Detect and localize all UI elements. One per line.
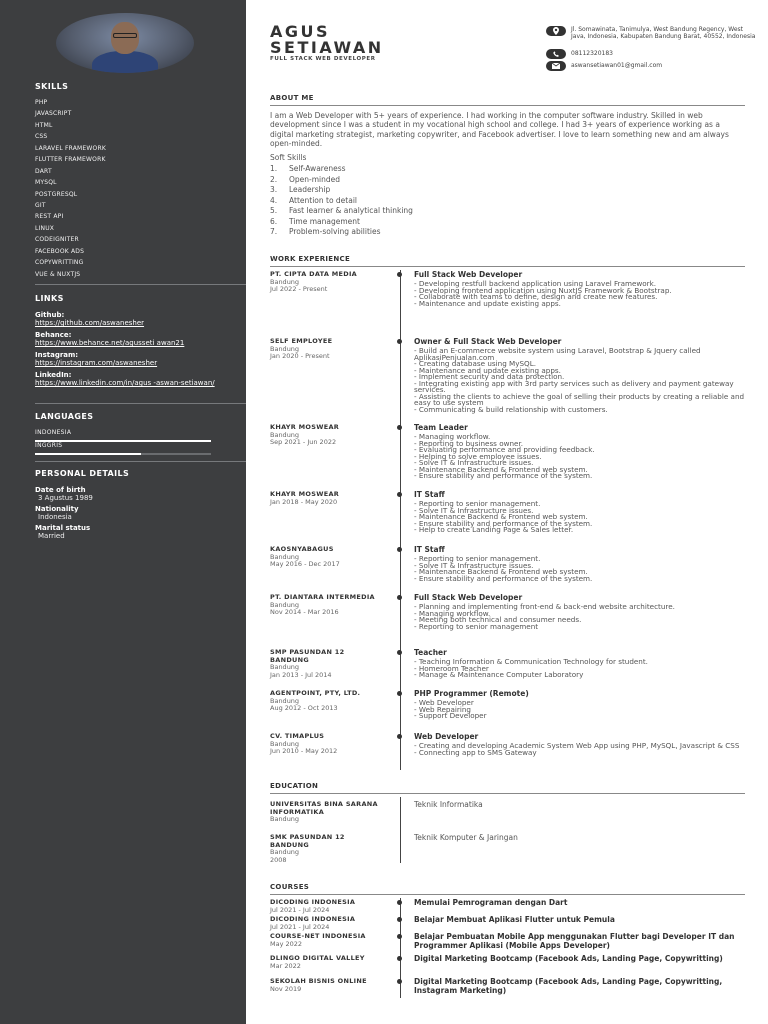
skills-list: [35, 97, 106, 280]
task-item: - Assisting the clients to achieve the goal of selling their products by creating a reliable and easy to use system: [414, 391, 745, 407]
phone-text[interactable]: 08112320183: [571, 50, 613, 57]
personal-details-title: PERSONAL DETAILS: [35, 469, 130, 478]
links-title: LINKS: [35, 294, 64, 303]
job-role: IT Staff: [414, 545, 445, 554]
task-item: - Managing workflow.: [414, 432, 491, 441]
timeline-dot: [397, 934, 402, 939]
job-location: Bandung: [270, 430, 300, 439]
divider: [270, 793, 745, 794]
job-role: Full Stack Web Developer: [414, 270, 523, 279]
skills-title: SKILLS: [35, 82, 69, 91]
work-experience-title: WORK EXPERIENCE: [270, 255, 351, 263]
task-item: - Maintenance Backend & Frontend web system.: [414, 464, 588, 474]
company-name: AGENTPOINT, PTY, LTD.: [270, 689, 361, 697]
link-label-linkedin: LinkedIn:: [35, 371, 72, 379]
course-provider: DICODING INDONESIA: [270, 898, 356, 906]
skill-item: POSTGRESQL: [35, 190, 78, 198]
detail-value: Indonesia: [38, 513, 72, 521]
personal-detail: [35, 486, 215, 502]
task-item: - Maintenance and update existing apps.: [414, 365, 561, 375]
course-date: May 2022: [270, 939, 303, 948]
school-name: SMK PASUNDAN 12 BANDUNG: [270, 833, 345, 849]
course-provider: SEKOLAH BISNIS ONLINE: [270, 977, 367, 985]
soft-skill-item: 7. Problem-solving abilities: [270, 227, 381, 236]
timeline-dot: [397, 979, 402, 984]
job-date: Sep 2021 - Jun 2022: [270, 438, 337, 446]
timeline-dot: [397, 734, 402, 739]
skill-item: COPYWRITTING: [35, 259, 84, 267]
education-title: EDUCATION: [270, 782, 319, 790]
soft-skill-item: 6. Time management: [270, 216, 360, 226]
job-location: Bandung: [270, 277, 300, 286]
location-icon: [546, 26, 566, 36]
timeline-dot: [397, 272, 402, 277]
task-item: - Reporting to business owner.: [414, 438, 524, 448]
task-item: - Support Developer: [414, 711, 487, 720]
link-label-github: Github:: [35, 311, 65, 319]
job-role: PHP Programmer (Remote): [414, 689, 529, 698]
task-item: - Maintenance Backend & Frontend web system.: [414, 567, 588, 576]
soft-skills-list: [270, 164, 413, 238]
job-date: Nov 2014 - Mar 2016: [270, 608, 339, 616]
links-section: [35, 311, 215, 391]
task-item: - Developing frontend application using NuxtJS Framework & Bootstrap.: [414, 285, 672, 295]
task-item: - Planning and implementing front-end & back-end website architecture.: [414, 602, 675, 611]
skill-item: DART: [35, 167, 52, 175]
task-item: - Evaluating performance and providing feedback.: [414, 445, 595, 454]
sidebar: [0, 0, 246, 1024]
language-name: INGGRIS: [35, 442, 63, 449]
behance-link[interactable]: https://www.behance.net/agusseti awan21: [35, 339, 185, 347]
job-location: Bandung: [270, 552, 300, 561]
skill-item: LINUX: [35, 224, 55, 232]
timeline-dot: [397, 956, 402, 961]
language-item: [35, 442, 211, 455]
job-date: Jan 2020 - Present: [270, 352, 330, 360]
company-name: KAOSNYABAGUS: [270, 545, 334, 553]
company-name: KHAYR MOSWEAR: [270, 423, 340, 431]
job-role: Team Leader: [414, 423, 468, 432]
soft-skill-item: 3. Leadership: [270, 185, 331, 194]
job-location: Bandung: [270, 600, 300, 609]
timeline-dot: [397, 900, 402, 905]
task-item: - Maintenance Backend & Frontend web system.: [414, 512, 588, 521]
divider: [35, 461, 246, 462]
phone-row: [546, 49, 756, 59]
course-date: Mar 2022: [270, 961, 301, 970]
timeline-line: [400, 797, 401, 863]
task-item: - Implement security and data protection.: [414, 372, 565, 381]
soft-skills-title: Soft Skills: [270, 153, 307, 162]
task-item: - Web Repairing: [414, 704, 471, 714]
profile-photo: [56, 13, 194, 73]
email-text[interactable]: aswansetiawan01@gmail.com: [571, 62, 663, 69]
company-name: PT. DIANTARA INTERMEDIA: [270, 593, 375, 601]
task-item: - Developing restfull backend application using Laravel Framework.: [414, 279, 657, 288]
task-item: - Reporting to senior management.: [414, 499, 541, 508]
skill-item: LARAVEL FRAMEWORK: [35, 144, 106, 152]
company-name: SELF EMPLOYEE: [270, 337, 333, 345]
language-name: INDONESIA: [35, 429, 72, 436]
detail-label: Marital status: [35, 524, 91, 532]
courses-title: COURSES: [270, 883, 310, 891]
timeline-dot: [397, 492, 402, 497]
company-name: PT. CIPTA DATA MEDIA: [270, 270, 358, 278]
divider: [35, 403, 246, 404]
task-item: - Manage & Maintenance Computer Laboratory: [414, 670, 584, 679]
task-item: - Ensure stability and performance of the system.: [414, 471, 593, 480]
personal-detail: [35, 524, 215, 540]
skill-item: CSS: [35, 133, 48, 141]
email-icon: [546, 61, 566, 71]
skill-item: VUE & NUXTJS: [35, 270, 81, 278]
task-item: - Connecting app to SMS Gateway: [414, 747, 537, 757]
about-text: I am a Web Developer with 5+ years of experience. I had working in the computer software industry. Skilled in web development since I was a student in my vocational high school and college. I had 3+ years of experience working as a digital marketing strategist, marketing copywriter, and Facebook advertiser. I love to learn something new and am always open-minded.: [270, 111, 729, 148]
job-date: Jan 2013 - Jul 2014: [270, 670, 332, 679]
task-item: - Help to create Landing Page & Sales letter.: [414, 525, 574, 534]
email-row: [546, 61, 756, 71]
job-role: Teacher: [414, 648, 447, 657]
major: Teknik Komputer & Jaringan: [414, 833, 518, 842]
skill-item: REST API: [35, 213, 64, 221]
detail-label: Nationality: [35, 505, 79, 513]
address-row: [546, 26, 756, 40]
skill-item: CODEIGNITER: [35, 236, 79, 244]
course-name: Belajar Membuat Aplikasi Flutter untuk Pemula: [414, 915, 615, 924]
task-item: - Solve IT & Infrastructure issues.: [414, 560, 534, 570]
course-date: Jul 2021 - Jul 2024: [270, 905, 330, 914]
graduation-year: 2008: [270, 855, 287, 864]
job-date: Jul 2022 - Present: [270, 285, 328, 293]
languages-title: LANGUAGES: [35, 412, 94, 421]
task-item: - Ensure stability and performance of the system.: [414, 573, 593, 583]
school-name: UNIVERSITAS BINA SARANA INFORMATIKA: [270, 800, 378, 816]
detail-value: Married: [38, 532, 65, 540]
github-link[interactable]: https://github.com/aswanesher: [35, 319, 145, 327]
timeline-dot: [397, 650, 402, 655]
course-name: Memulai Pemrograman dengan Dart: [414, 898, 568, 907]
task-item: - Creating and developing Academic System Web App using PHP, MySQL, Javascript & CSS: [414, 741, 740, 750]
full-name: [270, 24, 384, 56]
divider: [270, 894, 745, 895]
task-item: - Managing workflow.: [414, 608, 491, 618]
language-level-bar: [35, 453, 211, 455]
detail-value: 3 Agustus 1989: [38, 494, 93, 502]
soft-skill-item: 1. Self-Awareness: [270, 164, 346, 173]
company-name: CV. TIMAPLUS: [270, 732, 325, 740]
course-date: Jul 2021 - Jul 2024: [270, 922, 330, 931]
timeline-dot: [397, 339, 402, 344]
language-item: [35, 429, 211, 442]
divider: [270, 105, 745, 106]
task-item: - Maintenance and update existing apps.: [414, 298, 561, 308]
task-item: - Collaborate with teams to define, design and create new features.: [414, 292, 658, 301]
course-name: Belajar Pembuatan Mobile App menggunakan Flutter bagi Developer IT dan Programmer Aplikasi (Mobile Apps Developer): [414, 932, 735, 950]
skill-item: FLUTTER FRAMEWORK: [35, 156, 106, 164]
major: Teknik Informatika: [414, 800, 483, 809]
company-name: SMP PASUNDAN 12 BANDUNG: [270, 648, 345, 664]
course-provider: DLINGO DIGITAL VALLEY: [270, 954, 365, 962]
personal-detail: [35, 505, 215, 521]
detail-label: Date of birth: [35, 486, 86, 494]
job-role: IT Staff: [414, 490, 445, 499]
skill-item: GIT: [35, 201, 46, 209]
skill-item: FACEBOOK ADS: [35, 247, 85, 255]
phone-icon: [546, 49, 566, 59]
task-item: - Build an E-commerce website system using Laravel, Bootstrap & Jquery called AplikasiPenjualan.com: [414, 346, 701, 362]
link-label-behance: Behance:: [35, 331, 72, 339]
task-item: - Communicating & build relationship with customers.: [414, 404, 608, 414]
name-last: SETIAWAN: [270, 38, 384, 57]
school-location: Bandung: [270, 848, 300, 856]
timeline-dot: [397, 691, 402, 696]
task-item: - Homeroom Teacher: [414, 663, 489, 673]
course-name: Digital Marketing Bootcamp (Facebook Ads, Landing Page, Copywritting, Instagram Marketing): [414, 977, 723, 995]
job-location: Bandung: [270, 663, 300, 671]
timeline-dot: [397, 595, 402, 600]
job-role: Full Stack Web Developer: [414, 593, 523, 602]
soft-skill-item: 5. Fast learner & analytical thinking: [270, 206, 413, 215]
task-item: - Reporting to senior management: [414, 621, 539, 631]
job-location: Bandung: [270, 739, 300, 748]
task-item: - Solve IT & Infrastructure issues.: [414, 458, 534, 467]
soft-skill-item: 4. Attention to detail: [270, 195, 357, 205]
course-provider: DICODING INDONESIA: [270, 915, 356, 923]
link-label-instagram: Instagram:: [35, 351, 79, 359]
skill-item: PHP: [35, 99, 48, 106]
task-item: - Integrating existing app with 3rd party services such as delivery and payment gateway services.: [414, 378, 734, 394]
job-role: Web Developer: [414, 732, 479, 741]
school-location: Bandung: [270, 815, 300, 823]
task-item: - Solve IT & Infrastructure issues.: [414, 505, 534, 515]
job-location: Bandung: [270, 696, 300, 705]
task-item: - Creating database using MySQL.: [414, 359, 537, 368]
skill-item: MYSQL: [35, 179, 57, 187]
name-first: AGUS: [270, 22, 331, 41]
linkedin-link[interactable]: https://www.linkedin.com/in/agus -aswan-setiawan/: [35, 379, 215, 387]
job-title: FULL STACK WEB DEVELOPER: [270, 56, 376, 62]
divider: [35, 284, 246, 285]
skill-item: HTML: [35, 121, 53, 129]
soft-skill-item: 2. Open-minded: [270, 174, 341, 184]
divider: [270, 266, 745, 267]
instagram-link[interactable]: https://instagram.com/aswanesher: [35, 359, 158, 367]
address-text: Jl. Somawinata, Tanimulya, West Bandung Regency, West Java, Indonesia, Kabupaten Bandung Barat, 40552, Indonesia: [571, 26, 756, 40]
task-item: - Reporting to senior management.: [414, 554, 541, 563]
skill-item: JAVASCRIPT: [35, 110, 72, 118]
job-date: Aug 2012 - Oct 2013: [270, 704, 338, 712]
task-item: - Web Developer: [414, 698, 474, 707]
task-item: - Helping to solve employee issues.: [414, 451, 542, 461]
course-date: Nov 2019: [270, 984, 302, 993]
course-provider: COURSE-NET INDONESIA: [270, 932, 366, 940]
task-item: - Meeting both technical and consumer needs.: [414, 615, 582, 624]
job-date: Jan 2018 - May 2020: [270, 497, 338, 506]
job-role: Owner & Full Stack Web Developer: [414, 337, 562, 346]
timeline-dot: [397, 917, 402, 922]
course-name: Digital Marketing Bootcamp (Facebook Ads, Landing Page, Copywritting): [414, 954, 723, 963]
job-date: Jun 2010 - May 2012: [270, 747, 338, 755]
company-name: KHAYR MOSWEAR: [270, 490, 340, 498]
task-item: - Ensure stability and performance of the system.: [414, 518, 593, 528]
timeline-dot: [397, 425, 402, 430]
job-location: Bandung: [270, 344, 300, 353]
task-item: - Teaching Information & Communication Technology for student.: [414, 657, 648, 666]
job-date: May 2016 - Dec 2017: [270, 560, 340, 568]
about-title: ABOUT ME: [270, 94, 314, 102]
timeline-dot: [397, 547, 402, 552]
